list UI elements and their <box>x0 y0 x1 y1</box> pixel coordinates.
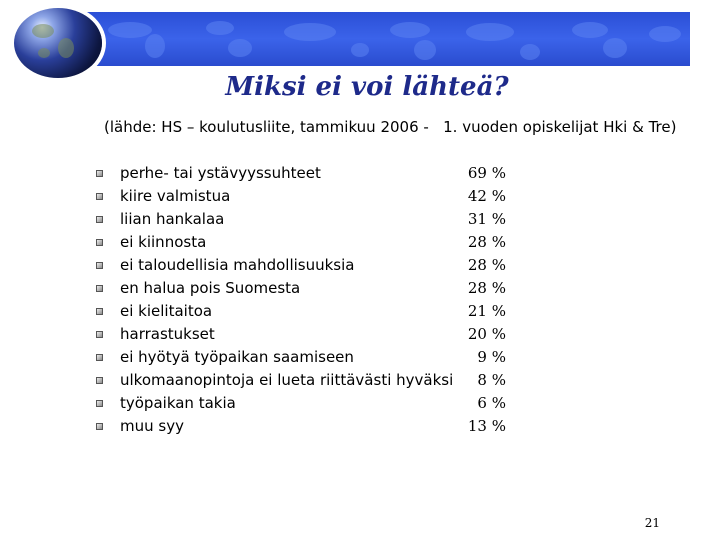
item-label: en halua pois Suomesta <box>120 279 301 297</box>
list-item <box>96 369 546 392</box>
bullet-icon <box>96 262 103 269</box>
item-value: 28 % <box>467 256 506 274</box>
item-value: 69 % <box>467 164 506 182</box>
item-value: 20 % <box>467 325 506 343</box>
item-value: 9 % <box>477 348 506 366</box>
list-item <box>96 346 546 369</box>
list-item <box>96 300 546 323</box>
list-item <box>96 392 546 415</box>
item-label: kiire valmistua <box>120 187 231 205</box>
world-map-pattern <box>60 12 690 66</box>
list-item <box>96 231 546 254</box>
source-note <box>104 118 676 136</box>
bullet-icon <box>96 354 103 361</box>
list-item <box>96 415 546 438</box>
item-label: perhe- tai ystävyyssuhteet <box>120 164 321 182</box>
bullet-icon <box>96 239 103 246</box>
bullet-icon <box>96 400 103 407</box>
slide-title: Miksi ei voi lähteä? <box>225 72 509 102</box>
bullet-icon <box>96 308 103 315</box>
page-number: 21 <box>644 516 660 530</box>
item-value: 28 % <box>467 233 506 251</box>
list-item <box>96 162 546 185</box>
item-label: liian hankalaa <box>120 210 225 228</box>
list-item <box>96 208 546 231</box>
list-item <box>96 323 546 346</box>
item-label: muu syy <box>120 417 184 435</box>
header-banner <box>60 12 690 66</box>
item-value: 13 % <box>467 417 506 435</box>
item-label: ulkomaanopintoja ei lueta riittävästi hyväksi <box>120 371 454 389</box>
item-value: 31 % <box>467 210 506 228</box>
item-value: 21 % <box>467 302 506 320</box>
source-right: 1. vuoden opiskelijat Hki & Tre) <box>443 118 677 136</box>
globe-logo <box>14 8 102 78</box>
item-label: työpaikan takia <box>120 394 236 412</box>
item-label: ei kielitaitoa <box>120 302 213 320</box>
bullet-icon <box>96 331 103 338</box>
bullet-icon <box>96 193 103 200</box>
item-value: 28 % <box>467 279 506 297</box>
reasons-list <box>96 162 546 438</box>
list-item <box>96 254 546 277</box>
item-value: 42 % <box>467 187 506 205</box>
list-item <box>96 185 546 208</box>
source-left: (lähde: HS – koulutusliite, tammikuu 2006 - <box>104 118 429 136</box>
item-label: ei taloudellisia mahdollisuuksia <box>120 256 355 274</box>
list-item <box>96 277 546 300</box>
bullet-icon <box>96 285 103 292</box>
item-label: ei hyötyä työpaikan saamiseen <box>120 348 354 366</box>
bullet-icon <box>96 377 103 384</box>
item-value: 8 % <box>477 371 506 389</box>
item-label: ei kiinnosta <box>120 233 207 251</box>
item-value: 6 % <box>477 394 506 412</box>
bullet-icon <box>96 170 103 177</box>
bullet-icon <box>96 423 103 430</box>
bullet-icon <box>96 216 103 223</box>
item-label: harrastukset <box>120 325 215 343</box>
